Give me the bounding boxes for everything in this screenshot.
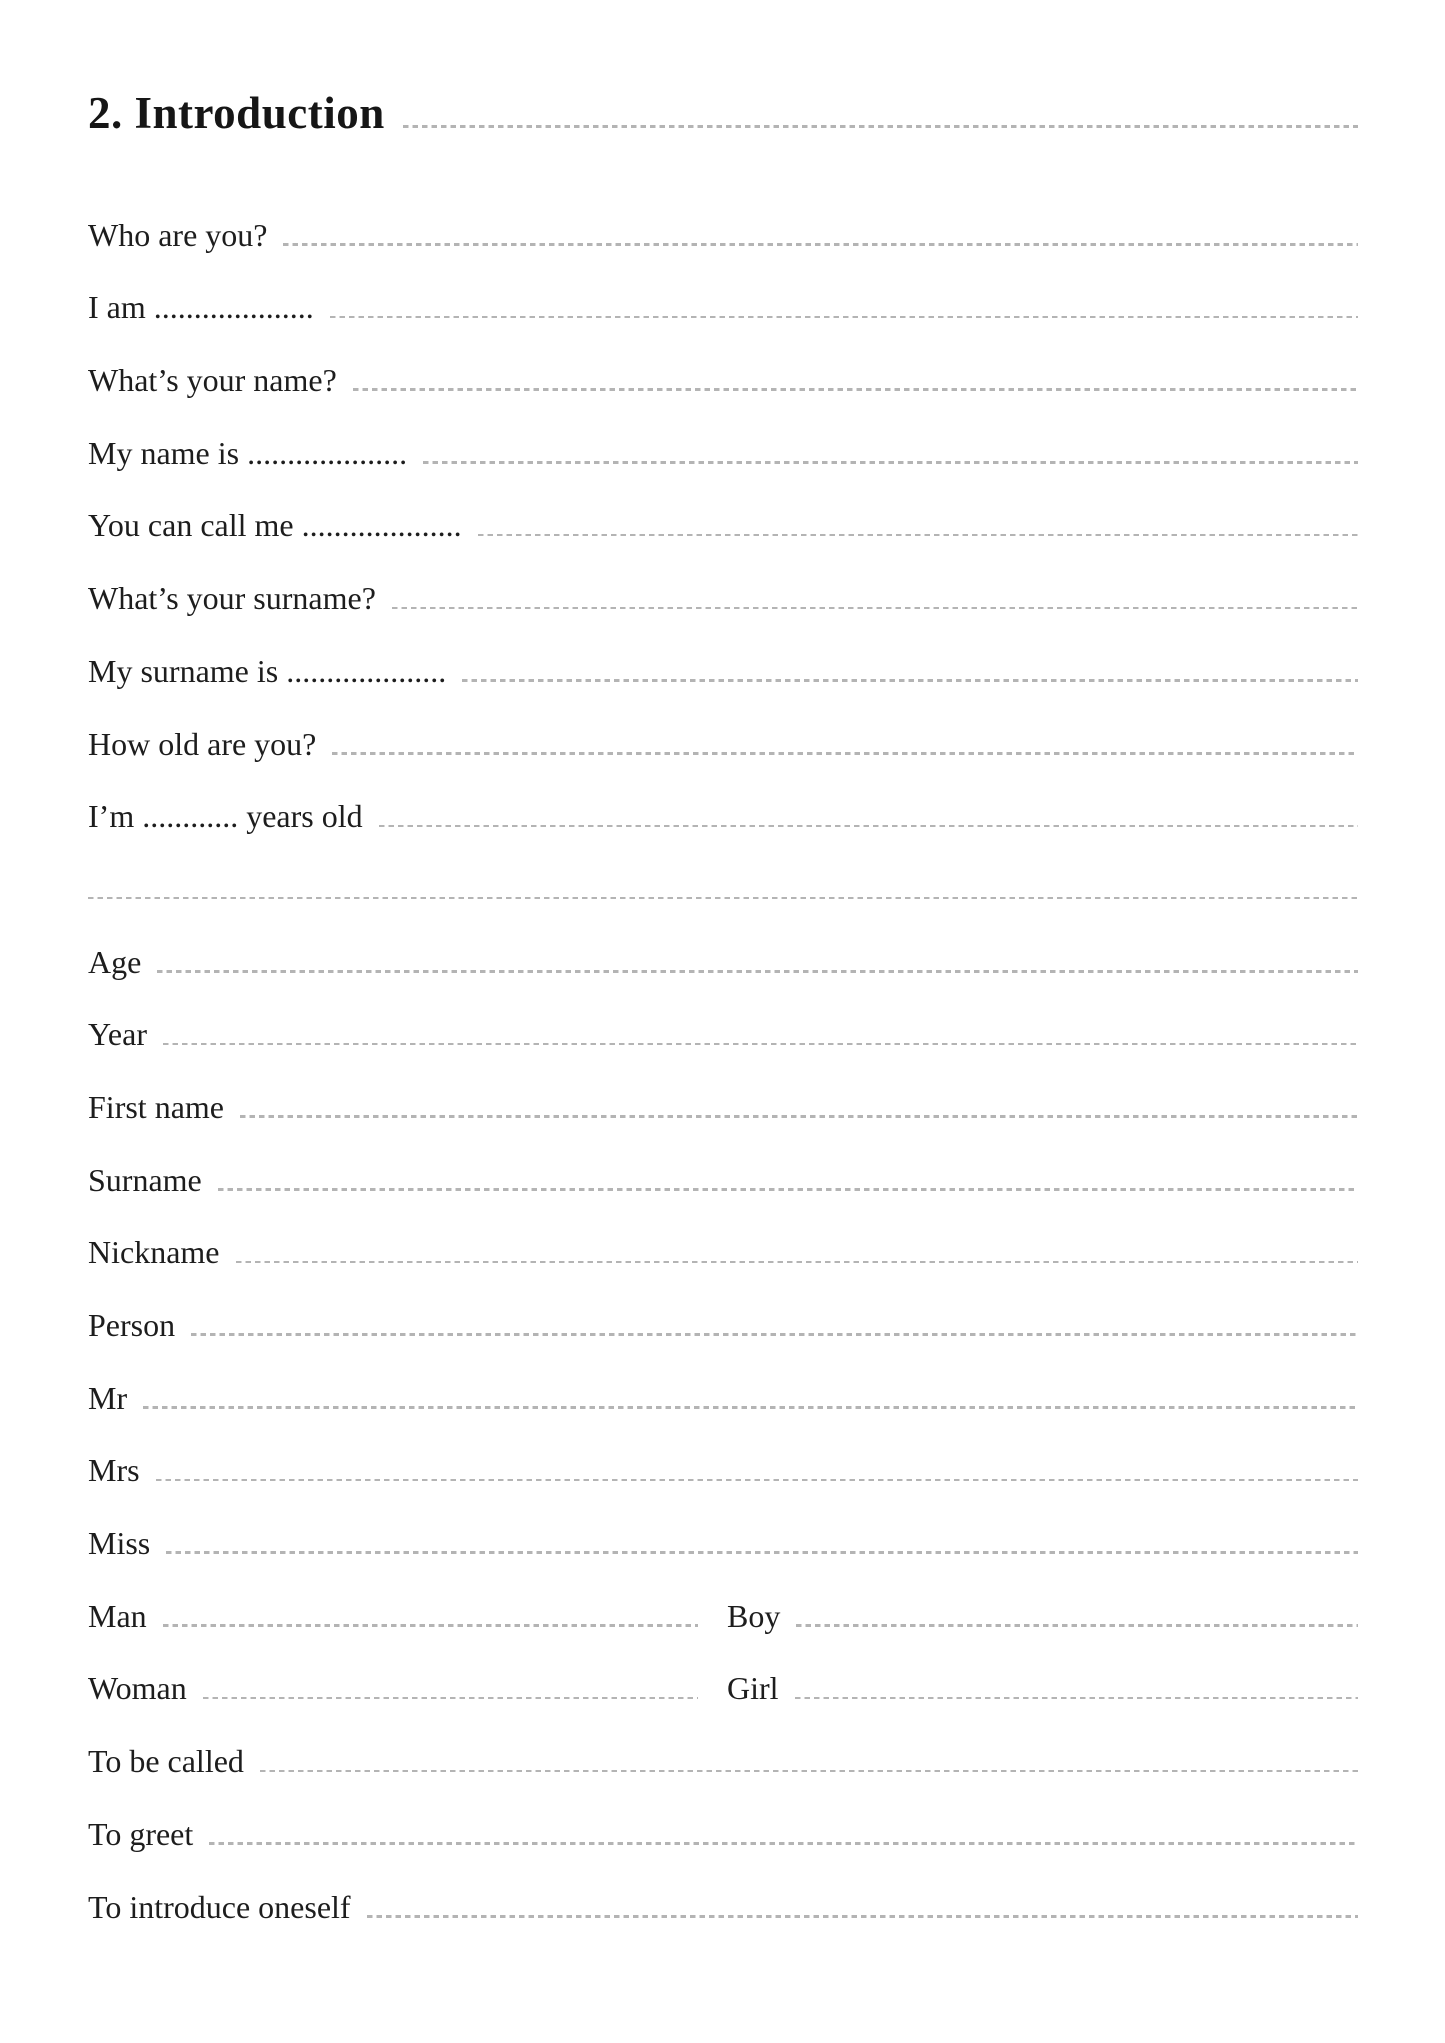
phrase-label: What’s your surname? [88,580,376,617]
vocab-row [88,926,1358,999]
vocab-row [88,1289,1358,1362]
vocab-label: To be called [88,1743,244,1780]
phrase-label: You can call me .................... [88,507,462,544]
phrase-row [88,271,1358,344]
vocab-label-secondary: Boy [727,1597,781,1634]
phrase-label: I’m ............ years old [88,798,363,835]
vocab-row [88,1725,1358,1798]
writing-line [330,316,1358,319]
writing-line [392,607,1358,610]
phrase-label: My name is .................... [88,434,408,471]
phrase-row [88,562,1358,635]
phrase-row [88,489,1358,562]
section-title-row [88,77,1358,150]
blank-writing-line-row [88,853,1358,926]
vocab-label: Woman [88,1670,187,1707]
phrase-row [88,344,1358,417]
vocab-row [88,1362,1358,1435]
phrase-label: My surname is .................... [88,652,447,689]
vocab-label: To introduce oneself [88,1888,351,1925]
vocab-row [88,1071,1358,1144]
section-title: 2. Introduction [88,88,385,138]
title-rule-dotted-line [403,125,1358,128]
vocab-label: Age [88,943,142,980]
writing-line [478,534,1358,537]
writing-line [157,970,1358,973]
vocab-label: Miss [88,1525,151,1562]
vocab-label: To greet [88,1815,194,1852]
writing-line [156,1479,1358,1482]
writing-line [143,1406,1358,1409]
vocab-row-double [88,1652,1358,1725]
phrase-row [88,199,1358,272]
vocab-row [88,998,1358,1071]
phrase-row [88,708,1358,781]
vocab-row-double [88,1580,1358,1653]
vocab-label: Person [88,1307,176,1344]
vocab-label: Year [88,1016,147,1053]
vocab-row [88,1507,1358,1580]
writing-line [796,1624,1358,1627]
writing-line [353,388,1358,391]
vocab-row [88,1871,1358,1944]
worksheet-rows [88,199,1358,1944]
writing-line [163,1624,698,1627]
writing-line [462,679,1358,682]
vocab-row [88,1144,1358,1217]
writing-line [191,1333,1358,1336]
writing-line [367,1915,1358,1918]
vocab-label-secondary: Girl [727,1670,779,1707]
vocab-label: Nickname [88,1234,220,1271]
writing-line [260,1770,1358,1773]
phrase-row [88,417,1358,490]
phrase-label: What’s your name? [88,362,337,399]
vocab-column-left [88,1652,698,1725]
writing-line [218,1188,1358,1191]
vocab-row [88,1216,1358,1289]
vocab-column-left [88,1580,698,1653]
phrase-row [88,635,1358,708]
vocab-label: Surname [88,1161,202,1198]
vocab-row [88,1434,1358,1507]
blank-writing-line [88,897,1358,900]
writing-line [236,1261,1359,1264]
vocab-row [88,1798,1358,1871]
writing-line [379,825,1358,828]
phrase-row [88,780,1358,853]
vocab-label: Man [88,1597,147,1634]
phrase-label: How old are you? [88,725,317,762]
writing-line [795,1697,1358,1700]
vocab-label: Mrs [88,1452,140,1489]
phrase-label: I am .................... [88,289,314,326]
writing-line [332,752,1358,755]
writing-line [203,1697,698,1700]
phrase-label: Who are you? [88,216,268,253]
writing-line [423,461,1358,464]
writing-line [166,1551,1358,1554]
vocab-label: First name [88,1088,224,1125]
vocab-label: Mr [88,1379,128,1416]
writing-line [163,1043,1358,1046]
writing-line [283,243,1358,246]
writing-line [209,1842,1358,1845]
writing-line [240,1115,1358,1118]
